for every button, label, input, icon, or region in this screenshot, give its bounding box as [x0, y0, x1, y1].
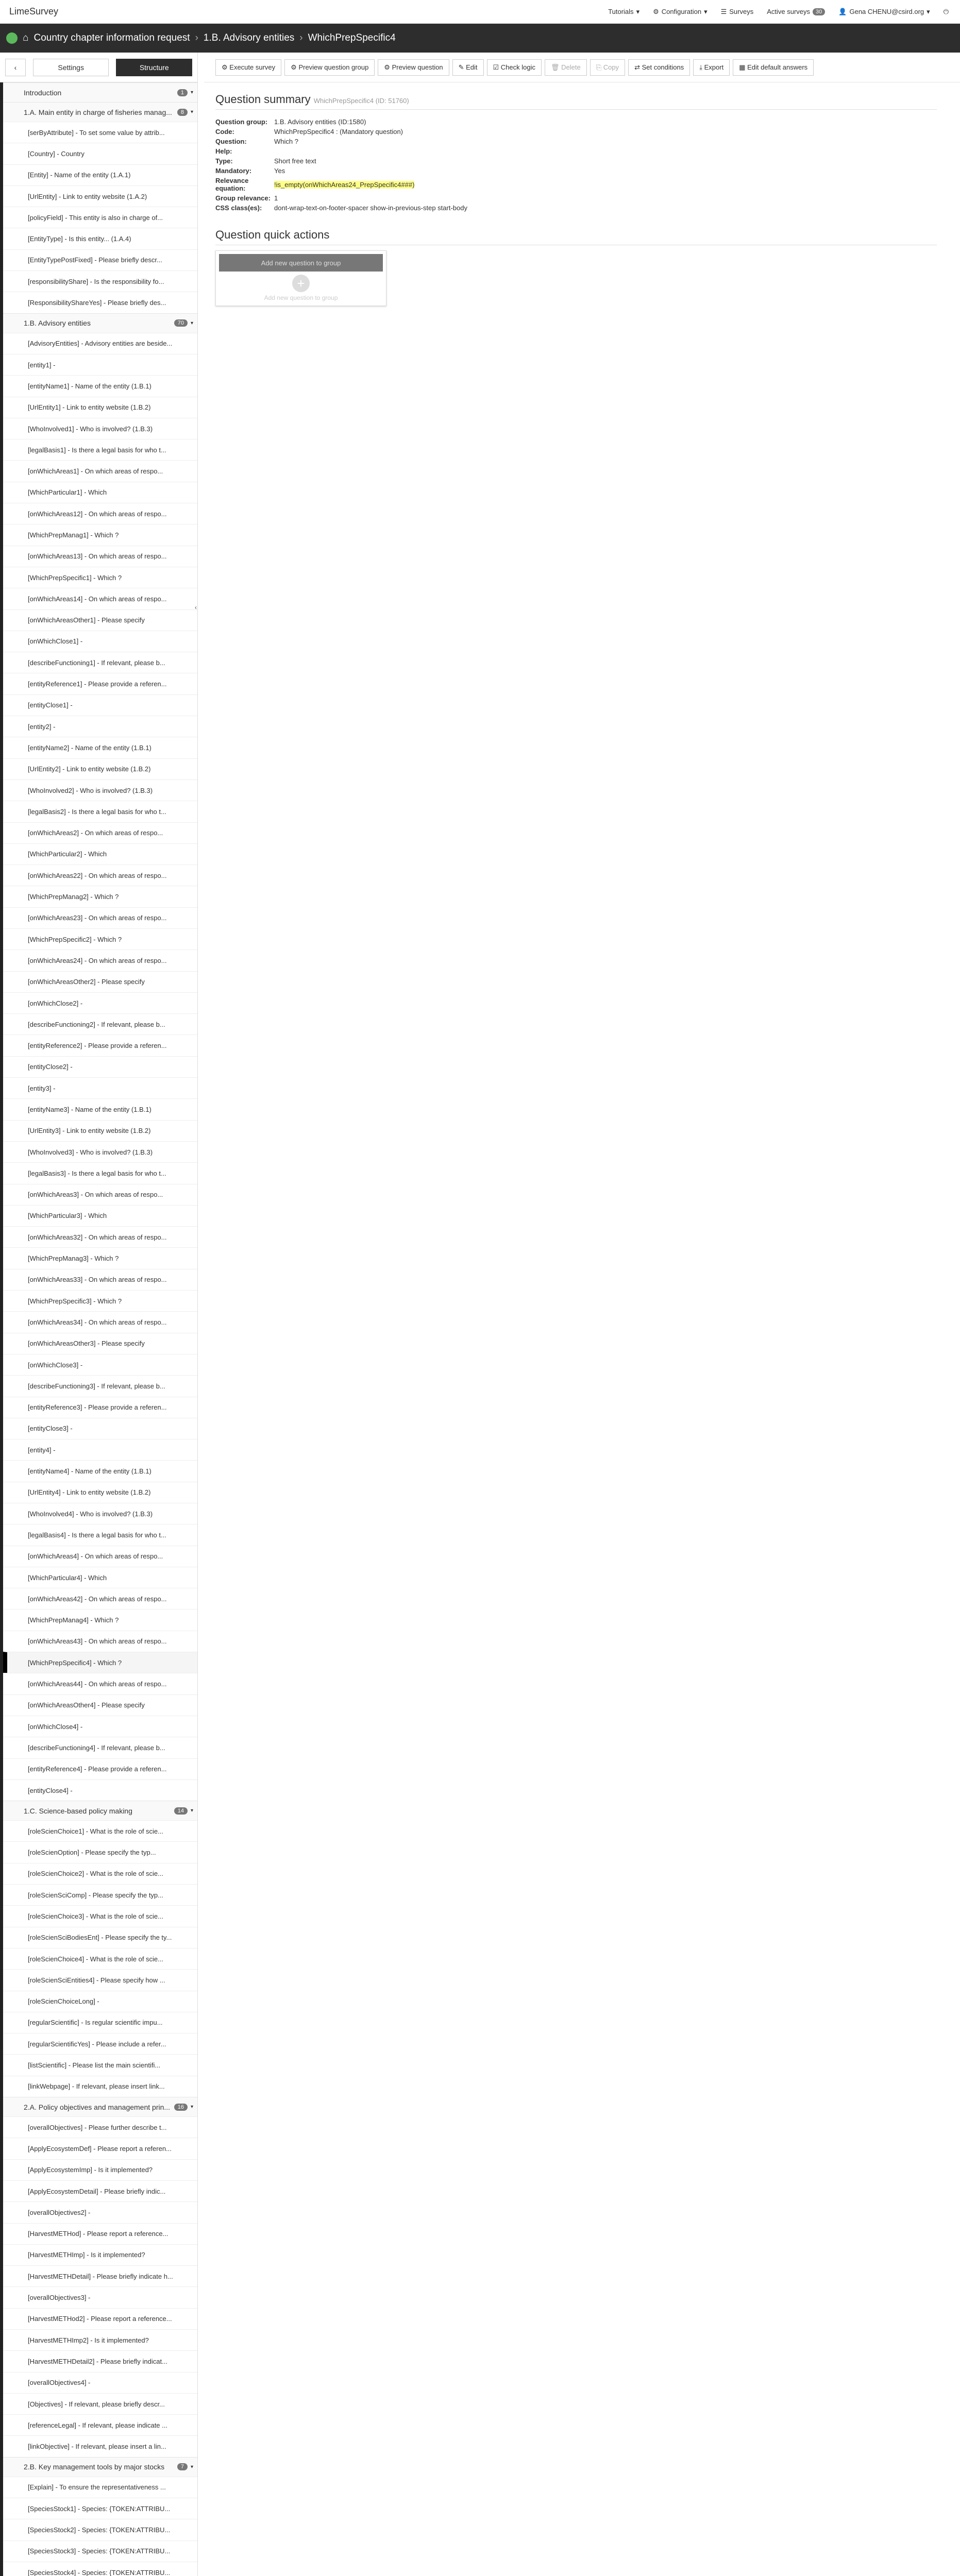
tab-settings[interactable]: Settings [33, 59, 109, 76]
question-item[interactable]: [linkObjective] - If relevant, please insert a lin... [3, 2435, 197, 2456]
home-icon[interactable]: ⌂ [23, 32, 29, 43]
question-item[interactable]: [EntityType] - Is this entity... (1.A.4) [3, 228, 197, 249]
question-item[interactable]: [onWhichAreasOther2] - Please specify [3, 971, 197, 992]
chevron-down-icon[interactable]: ▾ [190, 2104, 193, 2110]
question-item[interactable]: [onWhichAreasOther3] - Please specify [3, 1333, 197, 1354]
question-count-badge: 8 [177, 109, 188, 116]
question-count-badge: 70 [174, 319, 188, 327]
question-item[interactable]: [WhichPrepManag3] - Which ? [3, 1247, 197, 1268]
sidebar [0, 53, 198, 2576]
question-item[interactable]: [overallObjectives3] - [3, 2286, 197, 2308]
question-item[interactable]: [roleScienSciEntities4] - Please specify how ... [3, 1969, 197, 1990]
question-item[interactable]: [referenceLegal] - If relevant, please indicate ... [3, 2414, 197, 2435]
question-item[interactable]: [roleScienChoiceLong] - [3, 1991, 197, 2012]
question-item[interactable]: [UrlEntity3] - Link to entity website (1.B.2) [3, 1120, 197, 1141]
question-item[interactable]: [UrlEntity4] - Link to entity website (1.B.2) [3, 1482, 197, 1503]
summary-row: Question group: 1.B. Advisory entities (ID:1580) [215, 118, 366, 126]
question-item[interactable]: [onWhichAreas44] - On which areas of respo... [3, 1673, 197, 1694]
question-item[interactable]: [entity2] - [3, 716, 197, 737]
preview-question-button[interactable]: ⚙ Preview question [378, 59, 449, 76]
question-group [0, 82, 197, 102]
question-item[interactable]: [AdvisoryEntities] - Advisory entities are beside... [3, 333, 197, 354]
chevron-down-icon[interactable]: ▾ [190, 320, 193, 326]
question-item[interactable]: [onWhichAreas34] - On which areas of respo... [3, 1311, 197, 1332]
question-item[interactable]: [onWhichAreas33] - On which areas of respo... [3, 1269, 197, 1290]
question-item[interactable]: [onWhichAreas12] - On which areas of respo... [3, 503, 197, 524]
collapse-sidebar-icon[interactable]: ‹ [195, 604, 197, 611]
question-item[interactable]: [listScientific] - Please list the main scientifi... [3, 2054, 197, 2075]
question-item[interactable]: [entityClose4] - [3, 1780, 197, 1801]
question-item[interactable]: [HarvestMETHImp] - Is it implemented? [3, 2244, 197, 2265]
preview-group-button[interactable]: ⚙ Preview question group [284, 59, 375, 76]
question-item[interactable]: [entity4] - [3, 1439, 197, 1460]
active-surveys-badge: 30 [813, 8, 825, 15]
question-count-badge: 7 [177, 2463, 188, 2470]
question-count-badge: 1 [177, 89, 188, 96]
question-item[interactable]: [onWhichClose2] - [3, 992, 197, 1013]
question-item[interactable]: [policyField] - This entity is also in charge of... [3, 207, 197, 228]
question-item[interactable]: [onWhichAreas3] - On which areas of respo... [3, 1184, 197, 1205]
question-item[interactable]: [entity3] - [3, 1077, 197, 1098]
summary-row: Type: Short free text [215, 157, 316, 165]
question-item[interactable]: [SpeciesStock3] - Species: {TOKEN:ATTRIBU... [3, 2540, 197, 2562]
survey-status-icon [6, 32, 18, 44]
question-item[interactable]: [WhichPrepSpecific4] - Which ? [3, 1652, 197, 1673]
question-item[interactable]: [WhichPrepManag4] - Which ? [3, 1609, 197, 1630]
question-item[interactable]: [WhichPrepSpecific1] - Which ? [3, 567, 197, 588]
question-explorer [0, 82, 197, 2576]
question-item[interactable]: [entityName4] - Name of the entity (1.B.1) [3, 1460, 197, 1481]
question-item[interactable]: [regularScientificYes] - Please include a refer... [3, 2033, 197, 2054]
question-item[interactable]: [entityClose1] - [3, 694, 197, 716]
sidebar-back-button[interactable]: ‹ [5, 59, 26, 76]
power-icon[interactable]: ⏻ [943, 7, 949, 15]
question-item[interactable]: [entityReference1] - Please provide a referen... [3, 673, 197, 694]
question-item[interactable]: [onWhichAreas14] - On which areas of respo... [3, 588, 197, 609]
question-item[interactable]: [roleScienChoice3] - What is the role of scie... [3, 1905, 197, 1926]
list-icon: ☰ [720, 7, 727, 15]
question-item[interactable]: [regularScientific] - Is regular scientific impu... [3, 2012, 197, 2033]
set-conditions-button[interactable]: ⇄ Set conditions [628, 59, 690, 76]
breadcrumb-question: WhichPrepSpecific4 [308, 32, 396, 43]
chevron-down-icon[interactable]: ▾ [190, 90, 193, 95]
question-group-header[interactable]: 1.A. Main entity in charge of fisheries manag... 8 ▾ [3, 102, 197, 122]
question-item[interactable]: [onWhichAreas2] - On which areas of respo... [3, 822, 197, 843]
question-item[interactable]: [WhichPrepManag1] - Which ? [3, 524, 197, 545]
question-item[interactable]: [roleScienSciBodiesEnt] - Please specify the ty... [3, 1927, 197, 1948]
summary-table [215, 117, 467, 213]
edit-button[interactable]: ✎ Edit [452, 59, 484, 76]
question-item[interactable]: [HarvestMETHod2] - Please report a reference... [3, 2308, 197, 2329]
summary-row: Group relevance: 1 [215, 194, 278, 202]
question-item[interactable]: [serByAttribute] - To set some value by attrib... [3, 122, 197, 143]
user-icon: 👤 [838, 7, 847, 15]
top-menu [608, 8, 960, 16]
add-question-header[interactable]: Add new question to group [219, 254, 383, 272]
surveys-menu[interactable]: ☰ Surveys [720, 7, 754, 15]
question-item[interactable]: [ApplyEcosystemDetail] - Please briefly indic... [3, 2180, 197, 2201]
question-item[interactable]: [entityReference2] - Please provide a referen... [3, 1035, 197, 1056]
question-item[interactable]: [SpeciesStock4] - Species: {TOKEN:ATTRIBU... [3, 2562, 197, 2576]
chevron-down-icon[interactable]: ▾ [190, 2464, 193, 2470]
top-navbar [0, 0, 960, 24]
question-item[interactable]: [Objectives] - If relevant, please briefly descr... [3, 2393, 197, 2414]
question-item[interactable]: [WhoInvolved4] - Who is involved? (1.B.3) [3, 1503, 197, 1524]
copy-button[interactable]: ⎘ Copy [590, 59, 625, 76]
question-summary [215, 93, 960, 306]
question-item[interactable]: [roleScienChoice4] - What is the role of scie... [3, 1948, 197, 1969]
question-item[interactable]: [onWhichAreasOther4] - Please specify [3, 1694, 197, 1716]
question-item[interactable]: [onWhichAreas4] - On which areas of respo... [3, 1546, 197, 1567]
question-item[interactable]: [WhichPrepSpecific2] - Which ? [3, 928, 197, 950]
question-count-badge: 14 [174, 1807, 188, 1815]
question-item[interactable]: [onWhichAreas1] - On which areas of respo... [3, 460, 197, 481]
question-item[interactable]: [legalBasis4] - Is there a legal basis for who t... [3, 1524, 197, 1545]
question-group [0, 2457, 197, 2576]
quick-actions-heading: Question quick actions [215, 228, 937, 245]
question-item[interactable]: [HarvestMETHDetail] - Please briefly indicate h... [3, 2265, 197, 2286]
question-group-header[interactable]: Introduction 1 ▾ [3, 82, 197, 102]
question-item[interactable]: [Entity] - Name of the entity (1.A.1) [3, 164, 197, 185]
delete-button[interactable]: 🗑 Delete [545, 59, 587, 76]
question-item[interactable]: [describeFunctioning1] - If relevant, please b... [3, 652, 197, 673]
question-item[interactable]: [ResponsibilityShareYes] - Please briefly des... [3, 292, 197, 313]
summary-heading: Question summary WhichPrepSpecific4 (ID: 51760) [215, 93, 937, 110]
question-item[interactable]: [WhichPrepSpecific3] - Which ? [3, 1290, 197, 1311]
quick-action-panel [215, 250, 386, 306]
question-count-badge: 16 [174, 2104, 188, 2111]
question-group-header[interactable]: 1.C. Science-based policy making 14 ▾ [3, 1801, 197, 1820]
question-item[interactable]: [WhichParticular2] - Which [3, 843, 197, 865]
question-item[interactable]: [onWhichAreas42] - On which areas of respo... [3, 1588, 197, 1609]
question-item[interactable]: [overallObjectives] - Please further describe t... [3, 2116, 197, 2138]
tab-structure[interactable]: Structure [116, 59, 192, 76]
question-item[interactable]: [linkWebpage] - If relevant, please insert link... [3, 2076, 197, 2097]
summary-row: Question: Which ? [215, 138, 298, 145]
question-item[interactable]: [ApplyEcosystemImp] - Is it implemented? [3, 2159, 197, 2180]
question-item[interactable]: [entityReference3] - Please provide a referen... [3, 1397, 197, 1418]
question-group-header[interactable]: 2.A. Policy objectives and management prin... 16 ▾ [3, 2097, 197, 2116]
question-item[interactable]: [WhichPrepManag2] - Which ? [3, 886, 197, 907]
question-item[interactable]: [SpeciesStock2] - Species: {TOKEN:ATTRIBU... [3, 2519, 197, 2540]
question-item[interactable]: [ApplyEcosystemDef] - Please report a referen... [3, 2138, 197, 2159]
brand-logo[interactable]: LimeSurvey [9, 6, 59, 16]
breadcrumb-separator: › [195, 32, 198, 43]
question-item[interactable]: [WhichParticular1] - Which [3, 482, 197, 503]
question-group [0, 313, 197, 1801]
summary-row: Relevance equation: !is_empty(onWhichAreas24_PrepSpecific4###) [215, 177, 415, 192]
question-item[interactable]: [onWhichClose3] - [3, 1354, 197, 1375]
question-item[interactable]: [overallObjectives4] - [3, 2372, 197, 2393]
sidebar-tabs [0, 53, 197, 82]
question-toolbar [204, 53, 960, 82]
question-item[interactable]: [describeFunctioning2] - If relevant, please b... [3, 1013, 197, 1035]
question-item[interactable]: [roleScienChoice2] - What is the role of scie... [3, 1863, 197, 1884]
active-surveys-link[interactable]: Active surveys 30 [767, 8, 825, 15]
question-item[interactable]: [onWhichAreasOther1] - Please specify [3, 609, 197, 631]
question-item[interactable]: [entityName3] - Name of the entity (1.B.1) [3, 1098, 197, 1120]
breadcrumb [23, 32, 396, 44]
chevron-down-icon[interactable]: ▾ [190, 109, 193, 115]
check-logic-button[interactable]: ☑ Check logic [487, 59, 542, 76]
question-group [0, 102, 197, 313]
question-item[interactable]: [UrlEntity2] - Link to entity website (1.B.2) [3, 758, 197, 779]
question-item[interactable]: [legalBasis2] - Is there a legal basis for who t... [3, 801, 197, 822]
question-item[interactable]: [HarvestMETHod] - Please report a reference... [3, 2223, 197, 2244]
question-item[interactable]: [onWhichAreas43] - On which areas of respo... [3, 1631, 197, 1652]
export-button[interactable]: ⤓ Export [693, 59, 730, 76]
breadcrumb-group[interactable]: 1.B. Advisory entities [203, 32, 295, 43]
question-item[interactable]: [onWhichAreas13] - On which areas of respo... [3, 546, 197, 567]
question-item[interactable]: [entity1] - [3, 354, 197, 375]
question-item[interactable]: [HarvestMETHDetail2] - Please briefly indicat... [3, 2350, 197, 2371]
question-item[interactable]: [HarvestMETHImp2] - Is it implemented? [3, 2329, 197, 2350]
question-group [0, 1801, 197, 2097]
edit-default-answers-button[interactable]: ▦ Edit default answers [733, 59, 814, 76]
question-item[interactable]: [entityClose2] - [3, 1056, 197, 1077]
gear-icon: ⚙ [653, 7, 659, 15]
question-item[interactable]: [responsibilityShare] - Is the responsibility fo... [3, 270, 197, 292]
question-item[interactable]: [roleScienOption] - Please specify the typ... [3, 1841, 197, 1862]
question-item[interactable]: [WhoInvolved1] - Who is involved? (1.B.3) [3, 418, 197, 439]
configuration-menu[interactable]: ⚙ Configuration ▾ [653, 7, 708, 15]
execute-survey-button[interactable]: ⚙ Execute survey [215, 59, 281, 76]
question-item[interactable]: [onWhichAreas32] - On which areas of respo... [3, 1226, 197, 1247]
question-item[interactable]: [WhoInvolved3] - Who is involved? (1.B.3) [3, 1141, 197, 1162]
question-item[interactable]: [entityName1] - Name of the entity (1.B.1) [3, 375, 197, 396]
question-item[interactable]: [legalBasis1] - Is there a legal basis for who t... [3, 439, 197, 460]
chevron-down-icon: ▾ [927, 7, 930, 15]
question-group-header[interactable]: 1.B. Advisory entities 70 ▾ [3, 313, 197, 333]
question-item[interactable]: [EntityTypePostFixed] - Please briefly descr... [3, 249, 197, 270]
question-item[interactable]: [SpeciesStock1] - Species: {TOKEN:ATTRIBU... [3, 2498, 197, 2519]
breadcrumb-survey[interactable]: Country chapter information request [33, 32, 190, 43]
question-item[interactable]: [roleScienChoice1] - What is the role of scie... [3, 1820, 197, 1841]
question-item[interactable]: [legalBasis3] - Is there a legal basis for who t... [3, 1162, 197, 1183]
question-item[interactable]: [Country] - Country [3, 143, 197, 164]
chevron-down-icon: ▾ [636, 7, 640, 15]
breadcrumb-separator: › [299, 32, 303, 43]
add-question-action[interactable]: + Add new question to group [264, 275, 338, 301]
question-item[interactable]: [WhichParticular3] - Which [3, 1205, 197, 1226]
question-item[interactable]: [WhoInvolved2] - Who is involved? (1.B.3) [3, 779, 197, 801]
question-item[interactable]: [roleScienSciComp] - Please specify the typ... [3, 1884, 197, 1905]
question-item[interactable]: [UrlEntity1] - Link to entity website (1.B.2) [3, 397, 197, 418]
chevron-down-icon: ▾ [704, 7, 708, 15]
main-content [204, 53, 960, 2576]
question-item[interactable]: [onWhichClose1] - [3, 631, 197, 652]
question-item[interactable]: [Explain] - To ensure the representativeness ... [3, 2477, 197, 2498]
question-item[interactable]: [entityReference4] - Please provide a referen... [3, 1758, 197, 1780]
question-item[interactable]: [WhichParticular4] - Which [3, 1567, 197, 1588]
plus-icon: + [292, 275, 310, 292]
quick-actions [215, 228, 960, 306]
chevron-down-icon[interactable]: ▾ [190, 1808, 193, 1814]
question-item[interactable]: [entityName2] - Name of the entity (1.B.1) [3, 737, 197, 758]
question-item[interactable]: [onWhichAreas23] - On which areas of respo... [3, 907, 197, 928]
question-item[interactable]: [onWhichClose4] - [3, 1716, 197, 1737]
summary-row: Code: WhichPrepSpecific4 : (Mandatory question) [215, 128, 403, 135]
question-item[interactable]: [describeFunctioning3] - If relevant, please b... [3, 1375, 197, 1396]
question-item[interactable]: [overallObjectives2] - [3, 2201, 197, 2223]
summary-row: Mandatory: Yes [215, 167, 285, 175]
user-menu[interactable]: 👤 Gena CHENU@csird.org ▾ [838, 7, 930, 15]
question-group [0, 2097, 197, 2457]
summary-row: CSS class(es): dont-wrap-text-on-footer-spacer show-in-previous-step start-body [215, 204, 467, 212]
survey-title-bar [0, 24, 960, 53]
question-group-header[interactable]: 2.B. Key management tools by major stocks 7 ▾ [3, 2457, 197, 2477]
question-item[interactable]: [onWhichAreas22] - On which areas of respo... [3, 865, 197, 886]
tutorials-menu[interactable]: Tutorials ▾ [608, 7, 640, 15]
question-item[interactable]: [entityClose3] - [3, 1418, 197, 1439]
question-item[interactable]: [UrlEntity] - Link to entity website (1.A.2) [3, 185, 197, 207]
question-item[interactable]: [onWhichAreas24] - On which areas of respo... [3, 950, 197, 971]
summary-row: Help: [215, 147, 232, 155]
question-item[interactable]: [describeFunctioning4] - If relevant, please b... [3, 1737, 197, 1758]
